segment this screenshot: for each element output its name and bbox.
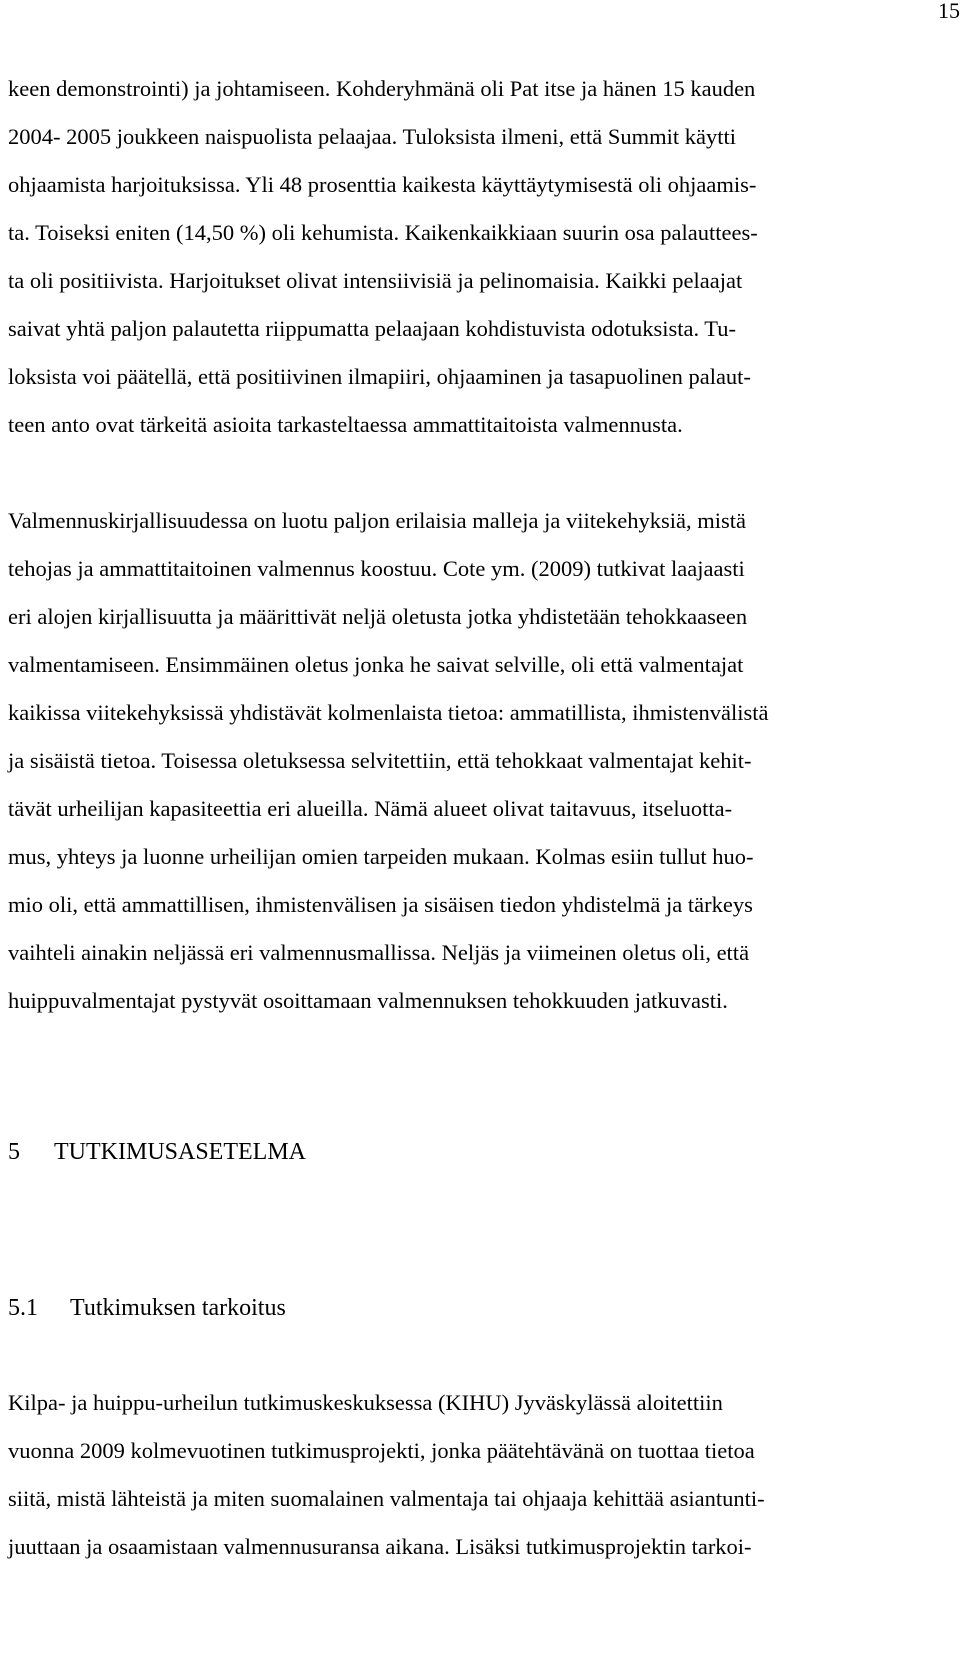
paragraph-line: tävät urheilijan kapasiteettia eri alueilla. Nämä alueet olivat taitavuus, itseluotta- (8, 796, 733, 821)
paragraph-line: ta oli positiivista. Harjoitukset olivat intensiivisiä ja pelinomaisia. Kaikki pelaajat (8, 268, 743, 293)
paragraph-line: ohjaamista harjoituksissa. Yli 48 prosenttia kaikesta käyttäytymisestä oli ohjaamis- (8, 172, 757, 197)
paragraph-line: valmentamiseen. Ensimmäinen oletus jonka he saivat selville, oli että valmentajat (8, 652, 744, 677)
paragraph-line: vuonna 2009 kolmevuotinen tutkimusprojekti, jonka päätehtävänä on tuottaa tietoa (8, 1438, 755, 1463)
paragraph-line: saivat yhtä paljon palautetta riippumatta pelaajaan kohdistuvista odotuksista. Tu- (8, 316, 736, 341)
paragraph-line: ja sisäistä tietoa. Toisessa oletuksessa selvitettiin, että tehokkaat valmentajat kehit- (8, 748, 752, 773)
paragraph-line: eri alojen kirjallisuutta ja määrittivät neljä oletusta jotka yhdistetään tehokkaaseen (8, 604, 748, 629)
page-number: 15 (938, 0, 960, 23)
subsection-heading (8, 1294, 286, 1322)
paragraph-line: kaikissa viitekehyksissä yhdistävät kolmenlaista tietoa: ammatillista, ihmistenvälistä (8, 700, 769, 725)
subsection-number: 5.1 (8, 1295, 38, 1321)
paragraph-line: teen anto ovat tärkeitä asioita tarkasteltaessa ammattitaitoista valmennusta. (8, 412, 683, 437)
paragraph-line: Kilpa- ja huippu-urheilun tutkimuskeskuksessa (KIHU) Jyväskylässä aloitettiin (8, 1390, 723, 1415)
paragraph-line: mus, yhteys ja luonne urheilijan omien tarpeiden mukaan. Kolmas esiin tullut huo- (8, 844, 754, 869)
paragraph-line: juuttaan ja osaamistaan valmennusuransa aikana. Lisäksi tutkimusprojektin tarkoi- (8, 1534, 752, 1559)
paragraph-line: huippuvalmentajat pystyvät osoittamaan valmennuksen tehokkuuden jatkuvasti. (8, 988, 728, 1013)
paragraph-line: siitä, mistä lähteistä ja miten suomalainen valmentaja tai ohjaaja kehittää asiantunti- (8, 1486, 765, 1511)
paragraph-line: 2004- 2005 joukkeen naispuolista pelaajaa. Tuloksista ilmeni, että Summit käytti (8, 124, 737, 149)
section-heading (8, 1138, 306, 1166)
subsection-title: Tutkimuksen tarkoitus (70, 1295, 286, 1321)
paragraph-line: mio oli, että ammattillisen, ihmistenvälisen ja sisäisen tiedon yhdistelmä ja tärkeys (8, 892, 753, 917)
paragraph-line: keen demonstrointi) ja johtamiseen. Kohderyhmänä oli Pat itse ja hänen 15 kauden (8, 76, 756, 101)
section-title: TUTKIMUSASETELMA (54, 1139, 306, 1165)
paragraph-line: loksista voi päätellä, että positiivinen ilmapiiri, ohjaaminen ja tasapuolinen palaut- (8, 364, 751, 389)
paragraph-line: ta. Toiseksi eniten (14,50 %) oli kehumista. Kaikenkaikkiaan suurin osa palauttees- (8, 220, 758, 245)
paragraph-line: vaihteli ainakin neljässä eri valmennusmallissa. Neljäs ja viimeinen oletus oli, että (8, 940, 750, 965)
paragraph-line: Valmennuskirjallisuudessa on luotu paljon erilaisia malleja ja viitekehyksiä, mistä (8, 508, 746, 533)
section-number: 5 (8, 1139, 20, 1165)
paragraph-line: tehojas ja ammattitaitoinen valmennus koostuu. Cote ym. (2009) tutkivat laajaasti (8, 556, 745, 581)
